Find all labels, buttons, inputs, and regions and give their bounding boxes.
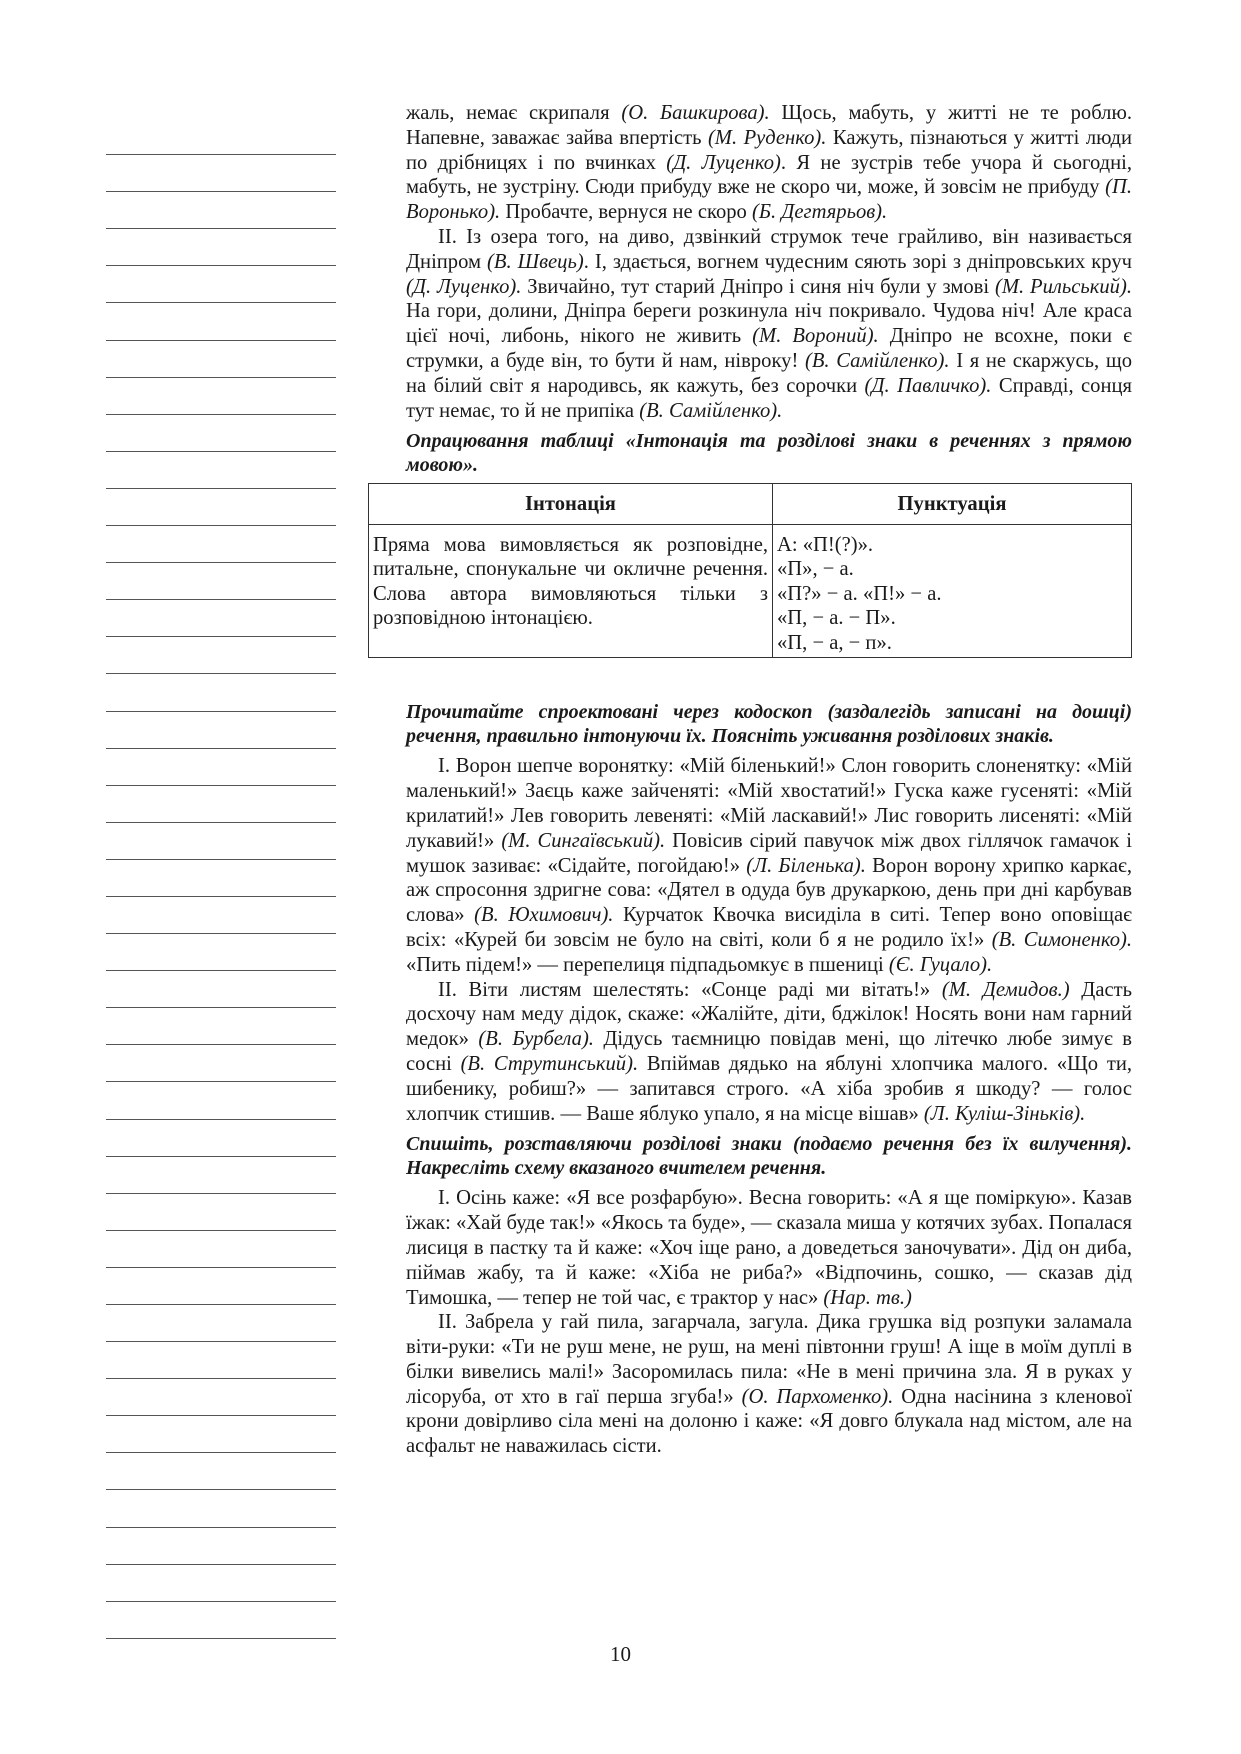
author-citation: (Б. Дегтярьов). [752, 201, 888, 224]
author-citation: (Д. Луценко) [666, 151, 781, 174]
paragraph-6: ІІ. Забрела у гай пила, загарчала, загула. Дика грушка від розпуки заламала віти-руки: «Ти не руш мене, не руш, на мені півтонни груш! А іще в моїм дуплі в білки вивелись малі!» Засоромилась пила: «Не в мені причина зла. Я в руках у лісоруба, от хто в гаї перша згуба!» (О. Пархоменко). Одна насінина з кленової крони довірливо сіла мені на долоню і каже: «Я довго блукала над містом, але на асфальт не наважилась сісти. [406, 1311, 1132, 1458]
task-heading-copy: Спишіть, розставляючи розділові знаки (подаємо речення без їх вилучення). Накресліть схему вказаного вчителем речення. [406, 1133, 1132, 1180]
author-citation: (О. Пархоменко). [741, 1385, 894, 1408]
author-citation: (М. Демидов.) [941, 978, 1070, 1001]
paragraph-5: І. Осінь каже: «Я все розфарбую». Весна говорить: «А я ще поміркую». Казав їжак: «Хай буде так!» «Якось та буде», — сказала миша у котячих зубах. Попалася лисиця в пастку та й каже: «Хоч іще рано, а доведеться заночувати». Дід он диба, піймав жабу, та й каже: «Хіба не риба?» «Відпочинь, сошко, — сказав дід Тимошка, — тепер не той час, є трактор у нас» (Нар. тв.) [406, 1187, 1132, 1309]
author-citation: (В. Бурбела). [478, 1028, 594, 1051]
note-line [106, 1231, 336, 1268]
author-citation: (Д. Луценко). [406, 275, 522, 298]
author-citation: (В. Струтинський). [460, 1052, 639, 1075]
note-line [106, 526, 336, 563]
author-citation: (О. Башкирова). [621, 102, 770, 124]
note-line [106, 1082, 336, 1119]
author-citation: (Нар. тв.) [823, 1286, 912, 1309]
punctuation-scheme: «П», − а. [777, 558, 854, 581]
note-line [106, 229, 336, 266]
author-citation: (Л. Куліш-Зіньків). [923, 1102, 1086, 1125]
note-line [106, 823, 336, 860]
note-line [106, 155, 336, 192]
note-line [106, 1305, 336, 1342]
author-citation: (Л. Біленька). [746, 854, 866, 877]
notes-margin-lines [106, 118, 336, 1639]
note-line [106, 563, 336, 600]
task-heading-read: Прочитайте спроектовані через кодоскоп (заздалегідь записані на дошці) речення, правильно інтонуючи їх. Поясніть уживання розділових знаків. [406, 701, 1132, 748]
author-citation: (В. Швець) [487, 250, 584, 273]
author-citation: (Є. Гуцало). [888, 953, 993, 976]
author-citation: (М. Рильський). [994, 275, 1132, 298]
intonation-punctuation-table [368, 483, 1132, 658]
note-line [106, 1528, 336, 1565]
note-line [106, 378, 336, 415]
author-citation: (В. Самійленко). [804, 349, 950, 372]
note-line [106, 415, 336, 452]
note-line [106, 1120, 336, 1157]
table-cell-intonation: Пряма мова вимовляється як розповідне, питальне, спонукальне чи окличне речення. Слова автора вимовляються тільки з розповідною інтонацією. [369, 524, 773, 658]
paragraph-2: ІІ. Із озера того, на диво, дзвінкий струмок тече грайливо, він називається Дніпром (В. Швець). І, здається, вогнем чудесним сяють зорі з дніпровських круч (Д. Луценко). Звичайно, тут старий Дніпро і синя ніч були у змові (М. Рильський). На гори, долини, Дніпра береги розкинула ніч покривало. Чудова ніч! Але краса цієї ночі, либонь, нікого не живить (М. Вороний). Дніпро не всохне, поки є струмки, а буде він, то бути й нам, нівроку! (В. Самійленко). І я не скаржусь, що на білий світ я народивсь, як кажуть, без сорочки (Д. Павличко). Справді, сонця тут немає, то й не припіка (В. Самійленко). [406, 225, 1132, 422]
note-line [106, 749, 336, 786]
note-line [106, 600, 336, 637]
note-line [106, 1268, 336, 1305]
note-line [106, 1602, 336, 1639]
page-number: 10 [610, 1642, 631, 1666]
note-line [106, 786, 336, 823]
punctuation-scheme: «П, − а. − П». [777, 607, 896, 630]
note-line [106, 118, 336, 155]
author-citation: (П. Воронько). [406, 176, 1132, 224]
note-line [106, 1194, 336, 1231]
note-line [106, 1379, 336, 1416]
page-content [373, 101, 1133, 1459]
note-line [106, 897, 336, 934]
note-line [106, 1342, 336, 1379]
note-line [106, 1490, 336, 1527]
note-line [106, 1416, 336, 1453]
author-citation: (Д. Павличко). [864, 374, 992, 397]
note-line [106, 192, 336, 229]
table-cell-punctuation [773, 524, 1132, 658]
paragraph-1: жаль, немає скрипаля (О. Башкирова). Щось, мабуть, у житті не те роблю. Напевне, заважає зайва впертість (М. Руденко). Кажуть, пізнаються у житті люди по дрібницях і по вчинках (Д. Луценко). Я не зустрів тебе учора й сьогодні, мабуть, не зустріну. Сюди прибуду вже не скоро чи, може, й зовсім не прибуду (П. Воронько). Пробачте, вернуся не скоро (Б. Дегтярьов). [406, 102, 1133, 224]
punctuation-scheme: А: «П!(?)». [777, 533, 874, 556]
note-line [106, 971, 336, 1008]
author-citation: (В. Юхимович). [474, 904, 614, 927]
note-line [106, 1008, 336, 1045]
paragraph-3: І. Ворон шепче воронятку: «Мій біленький!» Слон говорить слоненятку: «Мій маленький!» Заєць каже зайченяті: «Мій хвостатий!» Гуска каже гусеняті: «Мій крилатий!» Лев говорить левеняті: «Мій ласкавий!» Лис говорить лисеняті: «Мій лукавий!» (М. Сингаївський). Повісив сірий павучок між двох гіллячок гамачок і мушок зазиває: «Сідайте, погойдаю!» (Л. Біленька). Ворон ворону хрипко каркає, аж спросоння здригне сова: «Дятел в одуда був друкаркою, день при дні карбував слова» (В. Юхимович). Курчаток Квочка висиділа в ситі. Тепер воно оповіщає всіх: «Курей би зовсім не було на світі, коли б я не родило їх!» (В. Симоненко). «Пить підем!» — перепелиця підпадьомкує в пшениці (Є. Гуцало). [406, 755, 1132, 976]
table-header-intonation: Інтонація [369, 484, 773, 525]
author-citation: (М. Вороний). [752, 325, 879, 348]
note-line [106, 303, 336, 340]
note-line [106, 1157, 336, 1194]
author-citation: (М. Сингаївський). [501, 829, 666, 852]
note-line [106, 1045, 336, 1082]
note-line [106, 266, 336, 303]
note-line [106, 637, 336, 674]
table-header-punctuation: Пунктуація [773, 484, 1132, 525]
note-line [106, 341, 336, 378]
author-citation: (В. Симоненко). [991, 928, 1132, 951]
note-line [106, 1565, 336, 1602]
punctuation-scheme: «П, − а, − п». [777, 631, 892, 654]
task-heading-table: Опрацювання таблиці «Інтонація та розділові знаки в реченнях з прямою мовою». [406, 430, 1132, 477]
note-line [106, 712, 336, 749]
note-line [106, 489, 336, 526]
note-line [106, 452, 336, 489]
note-line [106, 860, 336, 897]
note-line [106, 934, 336, 971]
note-line [106, 1453, 336, 1490]
note-line [106, 674, 336, 711]
author-citation: (В. Самійленко). [639, 399, 783, 422]
paragraph-4: ІІ. Віти листям шелестять: «Сонце раді ми вітать!» (М. Демидов.) Дасть досхочу нам меду дідок, скаже: «Жалійте, діти, бджілок! Носять вони нам гарний медок» (В. Бурбела). Дідусь таємницю повідав мені, що літечко любе зимує в сосні (В. Струтинський). Впіймав дядько на яблуні хлопчика малого. «Що ти, шибенику, робиш?» — запитався строго. «А хіба зробив я шкоду? — голос хлопчик стишив. — Ваше яблуко упало, я на місце вішав» (Л. Куліш-Зіньків). [406, 978, 1133, 1125]
punctuation-scheme: «П?» − а. «П!» − а. [777, 582, 942, 605]
author-citation: (М. Руденко). [707, 126, 827, 149]
